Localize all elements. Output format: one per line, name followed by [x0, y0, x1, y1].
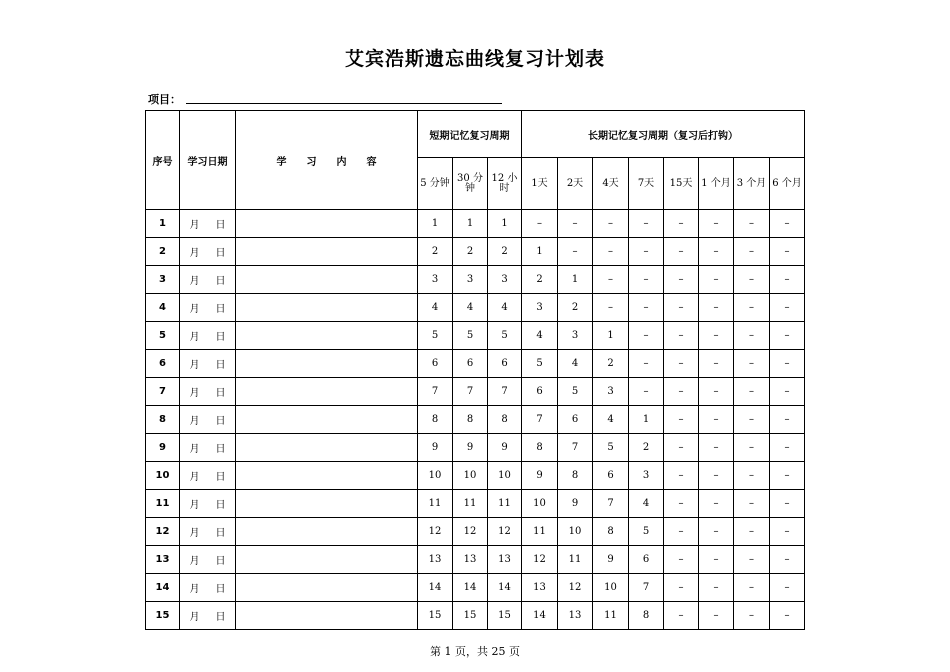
header-short-interval: 30 分钟 [453, 158, 488, 210]
row-number: 6 [146, 350, 180, 378]
month-label: 月 [189, 444, 200, 455]
long-review-cell[interactable]: – [770, 378, 805, 406]
short-review-cell[interactable]: 13 [418, 546, 453, 574]
long-review-cell[interactable]: – [699, 322, 734, 350]
table-row [146, 490, 805, 518]
long-review-cell[interactable]: – [558, 238, 593, 266]
short-review-cell[interactable]: 1 [488, 210, 522, 238]
long-review-cell[interactable]: 1 [593, 322, 629, 350]
long-review-cell[interactable]: – [734, 518, 770, 546]
short-review-cell[interactable]: 7 [488, 378, 522, 406]
long-review-cell[interactable]: – [699, 406, 734, 434]
long-review-cell[interactable]: – [664, 266, 699, 294]
long-review-cell[interactable]: 4 [522, 322, 558, 350]
day-label: 日 [215, 220, 226, 231]
long-review-cell[interactable]: – [664, 294, 699, 322]
table-row [146, 434, 805, 462]
long-review-cell[interactable]: – [664, 406, 699, 434]
long-review-cell[interactable]: 7 [558, 434, 593, 462]
short-review-cell[interactable]: 3 [418, 266, 453, 294]
long-review-cell[interactable]: 11 [522, 518, 558, 546]
long-review-cell[interactable]: – [664, 574, 699, 602]
header-short-interval: 12 小时 [488, 158, 522, 210]
long-review-cell[interactable]: – [664, 518, 699, 546]
short-review-cell[interactable]: 4 [488, 294, 522, 322]
short-review-cell[interactable]: 8 [453, 406, 488, 434]
header-long-interval: 6 个月 [770, 158, 805, 210]
study-content-cell[interactable] [236, 210, 418, 238]
long-review-cell[interactable]: – [664, 210, 699, 238]
study-date-cell[interactable] [180, 490, 236, 518]
day-label: 日 [215, 528, 226, 539]
header-long-interval: 4天 [593, 158, 629, 210]
long-review-cell[interactable]: – [770, 350, 805, 378]
long-review-cell[interactable]: – [699, 210, 734, 238]
header-content: 学 习 内 容 [236, 111, 418, 210]
header-date: 学习日期 [180, 111, 236, 210]
long-review-cell[interactable]: 2 [558, 294, 593, 322]
long-review-cell[interactable]: – [699, 546, 734, 574]
long-review-cell[interactable]: 3 [629, 462, 664, 490]
long-review-cell[interactable]: – [664, 490, 699, 518]
long-review-cell[interactable]: – [593, 266, 629, 294]
row-number: 2 [146, 238, 180, 266]
short-review-cell[interactable]: 13 [488, 546, 522, 574]
long-review-cell[interactable]: – [664, 462, 699, 490]
short-review-cell[interactable]: 11 [418, 490, 453, 518]
header-long-interval: 15天 [664, 158, 699, 210]
long-review-cell[interactable]: – [770, 518, 805, 546]
row-number: 8 [146, 406, 180, 434]
study-date-cell[interactable] [180, 378, 236, 406]
long-review-cell[interactable]: – [734, 434, 770, 462]
short-review-cell[interactable]: 12 [488, 518, 522, 546]
row-number: 7 [146, 378, 180, 406]
study-date-cell[interactable] [180, 434, 236, 462]
table-row [146, 406, 805, 434]
long-review-cell[interactable]: – [629, 378, 664, 406]
long-review-cell[interactable]: – [629, 266, 664, 294]
long-review-cell[interactable]: 4 [558, 350, 593, 378]
short-review-cell[interactable]: 2 [418, 238, 453, 266]
month-label: 月 [189, 584, 200, 595]
day-label: 日 [215, 332, 226, 343]
short-review-cell[interactable]: 8 [488, 406, 522, 434]
short-review-cell[interactable]: 12 [453, 518, 488, 546]
long-review-cell[interactable]: 7 [593, 490, 629, 518]
study-content-cell[interactable] [236, 378, 418, 406]
long-review-cell[interactable]: 1 [522, 238, 558, 266]
table-row [146, 322, 805, 350]
study-date-cell[interactable] [180, 462, 236, 490]
long-review-cell[interactable]: 1 [629, 406, 664, 434]
study-date-cell[interactable] [180, 546, 236, 574]
long-review-cell[interactable]: – [770, 574, 805, 602]
day-label: 日 [215, 388, 226, 399]
long-review-cell[interactable]: 10 [522, 490, 558, 518]
long-review-cell[interactable]: 2 [522, 266, 558, 294]
table-row [146, 462, 805, 490]
row-number: 4 [146, 294, 180, 322]
day-label: 日 [215, 500, 226, 511]
long-review-cell[interactable]: – [629, 322, 664, 350]
long-review-cell[interactable]: – [664, 350, 699, 378]
long-review-cell[interactable]: 3 [522, 294, 558, 322]
short-review-cell[interactable]: 14 [453, 574, 488, 602]
month-label: 月 [189, 248, 200, 259]
study-content-cell[interactable] [236, 574, 418, 602]
long-review-cell[interactable]: – [699, 350, 734, 378]
long-review-cell[interactable]: 4 [593, 406, 629, 434]
long-review-cell[interactable]: – [734, 546, 770, 574]
long-review-cell[interactable]: – [734, 378, 770, 406]
short-review-cell[interactable]: 1 [453, 210, 488, 238]
table-row [146, 266, 805, 294]
table-row [146, 350, 805, 378]
long-review-cell[interactable]: – [593, 210, 629, 238]
long-review-cell[interactable]: 6 [593, 462, 629, 490]
header-seq: 序号 [146, 111, 180, 210]
long-review-cell[interactable]: 2 [593, 350, 629, 378]
day-label: 日 [215, 612, 226, 623]
study-content-cell[interactable] [236, 546, 418, 574]
study-content-cell[interactable] [236, 266, 418, 294]
month-label: 月 [189, 612, 200, 623]
study-date-cell[interactable] [180, 210, 236, 238]
row-number: 15 [146, 602, 180, 630]
study-date-cell[interactable] [180, 518, 236, 546]
long-review-cell[interactable]: – [770, 266, 805, 294]
short-review-cell[interactable]: 13 [453, 546, 488, 574]
table-row [146, 294, 805, 322]
long-review-cell[interactable]: – [770, 434, 805, 462]
short-review-cell[interactable]: 15 [453, 602, 488, 630]
header-long-term: 长期记忆复习周期（复习后打钩） [522, 111, 805, 158]
header-short-term: 短期记忆复习周期 [418, 111, 522, 158]
study-date-cell[interactable] [180, 406, 236, 434]
short-review-cell[interactable]: 7 [418, 378, 453, 406]
long-review-cell[interactable]: 13 [558, 602, 593, 630]
long-review-cell[interactable]: – [734, 294, 770, 322]
long-review-cell[interactable]: – [734, 406, 770, 434]
row-number: 12 [146, 518, 180, 546]
long-review-cell[interactable]: – [734, 574, 770, 602]
short-review-cell[interactable]: 12 [418, 518, 453, 546]
row-number: 5 [146, 322, 180, 350]
short-review-cell[interactable]: 5 [418, 322, 453, 350]
row-number: 13 [146, 546, 180, 574]
table-row [146, 518, 805, 546]
long-review-cell[interactable]: – [770, 238, 805, 266]
long-review-cell[interactable]: 14 [522, 602, 558, 630]
long-review-cell[interactable]: 4 [629, 490, 664, 518]
long-review-cell[interactable]: – [734, 322, 770, 350]
long-review-cell[interactable]: 5 [558, 378, 593, 406]
long-review-cell[interactable]: 3 [593, 378, 629, 406]
long-review-cell[interactable]: – [699, 602, 734, 630]
review-schedule-table [145, 110, 805, 630]
long-review-cell[interactable]: 13 [522, 574, 558, 602]
day-label: 日 [215, 584, 226, 595]
study-content-cell[interactable] [236, 350, 418, 378]
study-date-cell[interactable] [180, 238, 236, 266]
header-long-interval: 7天 [629, 158, 664, 210]
study-date-cell[interactable] [180, 602, 236, 630]
day-label: 日 [215, 472, 226, 483]
long-review-cell[interactable]: – [593, 238, 629, 266]
study-content-cell[interactable] [236, 294, 418, 322]
long-review-cell[interactable]: – [734, 350, 770, 378]
long-review-cell[interactable]: – [629, 238, 664, 266]
header-short-interval: 5 分钟 [418, 158, 453, 210]
table-row [146, 546, 805, 574]
long-review-cell[interactable]: – [734, 602, 770, 630]
long-review-cell[interactable]: – [734, 238, 770, 266]
long-review-cell[interactable]: 9 [522, 462, 558, 490]
long-review-cell[interactable]: 6 [629, 546, 664, 574]
long-review-cell[interactable]: – [629, 350, 664, 378]
short-review-cell[interactable]: 9 [488, 434, 522, 462]
short-review-cell[interactable]: 3 [453, 266, 488, 294]
table-row [146, 210, 805, 238]
short-review-cell[interactable]: 6 [488, 350, 522, 378]
short-review-cell[interactable]: 8 [418, 406, 453, 434]
month-label: 月 [189, 388, 200, 399]
long-review-cell[interactable]: – [558, 210, 593, 238]
long-review-cell[interactable]: – [664, 546, 699, 574]
long-review-cell[interactable]: 6 [558, 406, 593, 434]
long-review-cell[interactable]: – [699, 378, 734, 406]
row-number: 14 [146, 574, 180, 602]
long-review-cell[interactable]: – [734, 210, 770, 238]
day-label: 日 [215, 444, 226, 455]
study-content-cell[interactable] [236, 490, 418, 518]
project-input-line[interactable] [186, 103, 502, 104]
table-row [146, 574, 805, 602]
long-review-cell[interactable]: 11 [558, 546, 593, 574]
long-review-cell[interactable]: – [770, 406, 805, 434]
header-long-interval: 2天 [558, 158, 593, 210]
month-label: 月 [189, 304, 200, 315]
long-review-cell[interactable]: – [734, 490, 770, 518]
long-review-cell[interactable]: 9 [593, 546, 629, 574]
long-review-cell[interactable]: 12 [558, 574, 593, 602]
row-number: 10 [146, 462, 180, 490]
short-review-cell[interactable]: 9 [453, 434, 488, 462]
month-label: 月 [189, 416, 200, 427]
day-label: 日 [215, 360, 226, 371]
long-review-cell[interactable]: 5 [522, 350, 558, 378]
month-label: 月 [189, 360, 200, 371]
table-row [146, 238, 805, 266]
project-label: 项目： [148, 93, 181, 106]
header-long-interval: 1天 [522, 158, 558, 210]
long-review-cell[interactable]: – [664, 378, 699, 406]
study-date-cell[interactable] [180, 322, 236, 350]
row-number: 9 [146, 434, 180, 462]
short-review-cell[interactable]: 2 [488, 238, 522, 266]
long-review-cell[interactable]: 7 [522, 406, 558, 434]
long-review-cell[interactable]: – [699, 266, 734, 294]
long-review-cell[interactable]: – [664, 238, 699, 266]
long-review-cell[interactable]: 12 [522, 546, 558, 574]
long-review-cell[interactable]: – [699, 294, 734, 322]
short-review-cell[interactable]: 3 [488, 266, 522, 294]
long-review-cell[interactable]: – [664, 434, 699, 462]
long-review-cell[interactable]: 3 [558, 322, 593, 350]
long-review-cell[interactable]: – [770, 602, 805, 630]
long-review-cell[interactable]: 11 [593, 602, 629, 630]
long-review-cell[interactable]: 8 [558, 462, 593, 490]
short-review-cell[interactable]: 4 [418, 294, 453, 322]
long-review-cell[interactable]: – [699, 238, 734, 266]
long-review-cell[interactable]: – [522, 210, 558, 238]
row-number: 11 [146, 490, 180, 518]
month-label: 月 [189, 332, 200, 343]
long-review-cell[interactable]: – [770, 490, 805, 518]
month-label: 月 [189, 472, 200, 483]
short-review-cell[interactable]: 14 [418, 574, 453, 602]
long-review-cell[interactable]: – [699, 574, 734, 602]
study-content-cell[interactable] [236, 322, 418, 350]
short-review-cell[interactable]: 5 [453, 322, 488, 350]
row-number: 1 [146, 210, 180, 238]
long-review-cell[interactable]: – [629, 210, 664, 238]
short-review-cell[interactable]: 11 [488, 490, 522, 518]
long-review-cell[interactable]: – [770, 462, 805, 490]
short-review-cell[interactable]: 14 [488, 574, 522, 602]
short-review-cell[interactable]: 10 [488, 462, 522, 490]
day-label: 日 [215, 248, 226, 259]
study-content-cell[interactable] [236, 602, 418, 630]
study-date-cell[interactable] [180, 350, 236, 378]
study-content-cell[interactable] [236, 462, 418, 490]
header-long-interval: 1 个月 [699, 158, 734, 210]
long-review-cell[interactable]: 5 [593, 434, 629, 462]
table-row [146, 602, 805, 630]
long-review-cell[interactable]: – [664, 322, 699, 350]
long-review-cell[interactable]: – [664, 602, 699, 630]
header-long-interval: 3 个月 [734, 158, 770, 210]
long-review-cell[interactable]: 9 [558, 490, 593, 518]
study-content-cell[interactable] [236, 406, 418, 434]
row-number: 3 [146, 266, 180, 294]
month-label: 月 [189, 500, 200, 511]
month-label: 月 [189, 528, 200, 539]
day-label: 日 [215, 556, 226, 567]
long-review-cell[interactable]: – [770, 546, 805, 574]
month-label: 月 [189, 220, 200, 231]
study-content-cell[interactable] [236, 434, 418, 462]
long-review-cell[interactable]: 8 [629, 602, 664, 630]
long-review-cell[interactable]: – [699, 462, 734, 490]
short-review-cell[interactable]: 15 [418, 602, 453, 630]
long-review-cell[interactable]: – [699, 490, 734, 518]
long-review-cell[interactable]: 7 [629, 574, 664, 602]
short-review-cell[interactable]: 4 [453, 294, 488, 322]
long-review-cell[interactable]: 6 [522, 378, 558, 406]
month-label: 月 [189, 276, 200, 287]
short-review-cell[interactable]: 1 [418, 210, 453, 238]
short-review-cell[interactable]: 10 [418, 462, 453, 490]
long-review-cell[interactable]: 10 [593, 574, 629, 602]
long-review-cell[interactable]: 1 [558, 266, 593, 294]
study-content-cell[interactable] [236, 518, 418, 546]
short-review-cell[interactable]: 15 [488, 602, 522, 630]
short-review-cell[interactable]: 2 [453, 238, 488, 266]
day-label: 日 [215, 276, 226, 287]
long-review-cell[interactable]: – [734, 462, 770, 490]
table-row [146, 378, 805, 406]
study-content-cell[interactable] [236, 238, 418, 266]
short-review-cell[interactable]: 6 [418, 350, 453, 378]
long-review-cell[interactable]: 2 [629, 434, 664, 462]
short-review-cell[interactable]: 5 [488, 322, 522, 350]
day-label: 日 [215, 416, 226, 427]
long-review-cell[interactable]: 8 [522, 434, 558, 462]
long-review-cell[interactable]: – [770, 322, 805, 350]
short-review-cell[interactable]: 7 [453, 378, 488, 406]
long-review-cell[interactable]: 5 [629, 518, 664, 546]
long-review-cell[interactable]: – [629, 294, 664, 322]
page-footer: 第 1 页，共 25 页 [430, 645, 520, 658]
long-review-cell[interactable]: – [699, 518, 734, 546]
short-review-cell[interactable]: 10 [453, 462, 488, 490]
long-review-cell[interactable]: 8 [593, 518, 629, 546]
study-date-cell[interactable] [180, 574, 236, 602]
long-review-cell[interactable]: – [734, 266, 770, 294]
study-date-cell[interactable] [180, 266, 236, 294]
month-label: 月 [189, 556, 200, 567]
day-label: 日 [215, 304, 226, 315]
long-review-cell[interactable]: – [770, 210, 805, 238]
short-review-cell[interactable]: 9 [418, 434, 453, 462]
long-review-cell[interactable]: – [770, 294, 805, 322]
long-review-cell[interactable]: 10 [558, 518, 593, 546]
short-review-cell[interactable]: 6 [453, 350, 488, 378]
long-review-cell[interactable]: – [593, 294, 629, 322]
page-title: 艾宾浩斯遗忘曲线复习计划表 [344, 48, 605, 70]
study-date-cell[interactable] [180, 294, 236, 322]
short-review-cell[interactable]: 11 [453, 490, 488, 518]
long-review-cell[interactable]: – [699, 434, 734, 462]
